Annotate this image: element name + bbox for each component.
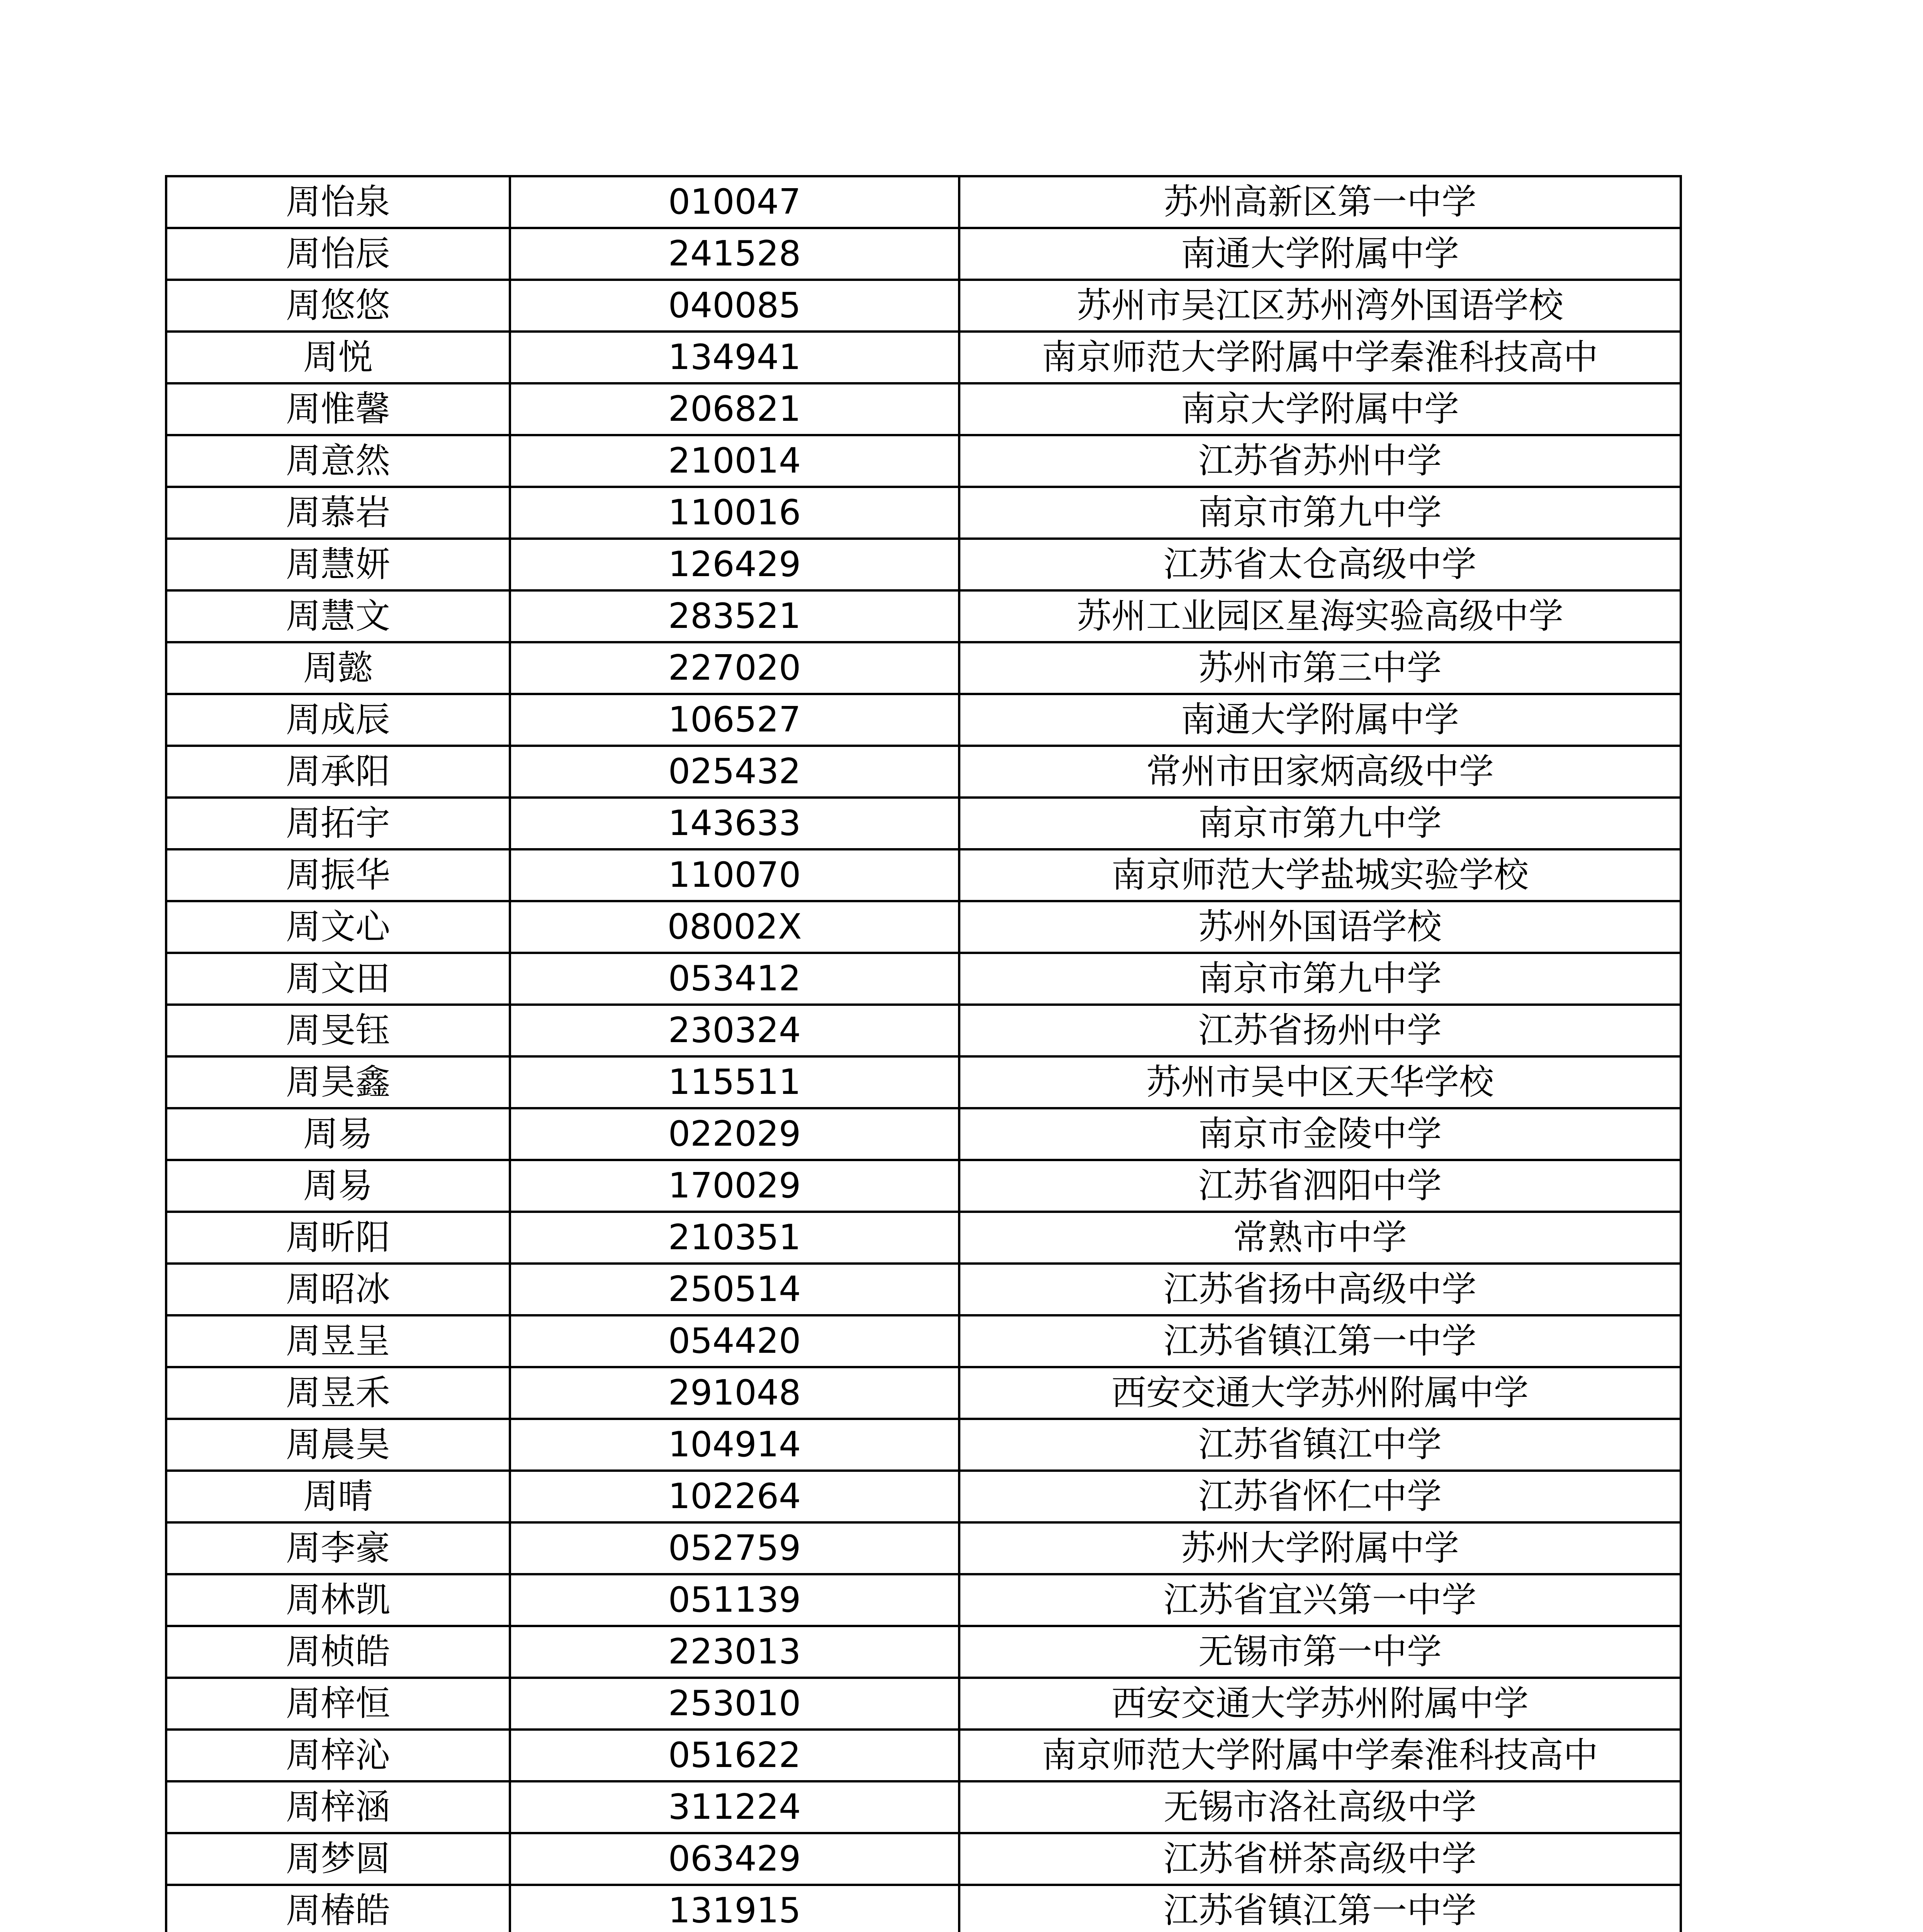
student-name-cell: 周旻钰 [166,1005,510,1056]
student-id-cell: 010047 [510,176,959,228]
school-name-cell: 江苏省太仓高级中学 [959,539,1681,590]
table-row [166,798,1681,849]
student-id-cell: 025432 [510,746,959,798]
school-name-cell: 江苏省镇江第一中学 [959,1885,1681,1932]
table-row [166,1885,1681,1932]
student-name-cell: 周晨昊 [166,1419,510,1471]
student-id-cell: 227020 [510,642,959,694]
school-name-cell: 无锡市洛社高级中学 [959,1781,1681,1833]
student-name-cell: 周梓恒 [166,1678,510,1730]
student-id-cell: 051139 [510,1574,959,1626]
school-name-cell: 西安交通大学苏州附属中学 [959,1678,1681,1730]
table-row [166,1730,1681,1781]
school-name-cell: 江苏省宜兴第一中学 [959,1574,1681,1626]
school-name-cell: 南京师范大学附属中学秦淮科技高中 [959,1730,1681,1781]
school-name-cell: 江苏省栟茶高级中学 [959,1833,1681,1885]
table-row [166,590,1681,642]
table-row [166,1833,1681,1885]
table-row [166,1574,1681,1626]
student-name-cell: 周梓沁 [166,1730,510,1781]
student-id-cell: 210014 [510,435,959,487]
student-id-cell: 230324 [510,1005,959,1056]
table-row [166,1212,1681,1264]
student-name-cell: 周怡辰 [166,228,510,280]
table-row [166,1419,1681,1471]
school-name-cell: 苏州市吴中区天华学校 [959,1056,1681,1108]
table-row [166,539,1681,590]
school-name-cell: 南京市金陵中学 [959,1108,1681,1160]
student-id-cell: 022029 [510,1108,959,1160]
school-name-cell: 江苏省镇江第一中学 [959,1315,1681,1367]
school-name-cell: 西安交通大学苏州附属中学 [959,1367,1681,1419]
school-name-cell: 苏州高新区第一中学 [959,176,1681,228]
student-name-cell: 周昭冰 [166,1264,510,1315]
student-id-cell: 052759 [510,1522,959,1574]
school-name-cell: 南京师范大学盐城实验学校 [959,849,1681,901]
table-row [166,1315,1681,1367]
table-row [166,1108,1681,1160]
table-row [166,1471,1681,1522]
school-name-cell: 江苏省苏州中学 [959,435,1681,487]
student-name-cell: 周文田 [166,953,510,1005]
school-name-cell: 江苏省怀仁中学 [959,1471,1681,1522]
student-id-cell: 053412 [510,953,959,1005]
student-id-cell: 110016 [510,487,959,539]
school-name-cell: 南京市第九中学 [959,798,1681,849]
student-id-cell: 054420 [510,1315,959,1367]
school-name-cell: 江苏省扬州中学 [959,1005,1681,1056]
student-id-cell: 106527 [510,694,959,746]
student-id-cell: 253010 [510,1678,959,1730]
student-name-cell: 周林凯 [166,1574,510,1626]
school-name-cell: 南通大学附属中学 [959,228,1681,280]
student-id-cell: 126429 [510,539,959,590]
student-name-cell: 周易 [166,1108,510,1160]
school-name-cell: 南京市第九中学 [959,953,1681,1005]
student-id-cell: 291048 [510,1367,959,1419]
school-name-cell: 苏州大学附属中学 [959,1522,1681,1574]
student-name-cell: 周拓宇 [166,798,510,849]
student-id-cell: 040085 [510,280,959,332]
table-row [166,694,1681,746]
student-id-cell: 283521 [510,590,959,642]
student-name-cell: 周昊鑫 [166,1056,510,1108]
table-row [166,1160,1681,1212]
table-row [166,1005,1681,1056]
student-table-body [166,176,1681,1932]
school-name-cell: 苏州市第三中学 [959,642,1681,694]
student-id-cell: 051622 [510,1730,959,1781]
student-id-cell: 102264 [510,1471,959,1522]
school-name-cell: 无锡市第一中学 [959,1626,1681,1678]
table-row [166,176,1681,228]
student-id-cell: 104914 [510,1419,959,1471]
table-row [166,228,1681,280]
table-row [166,487,1681,539]
school-name-cell: 南通大学附属中学 [959,694,1681,746]
table-row [166,1522,1681,1574]
student-name-cell: 周悠悠 [166,280,510,332]
table-row [166,1781,1681,1833]
student-id-cell: 134941 [510,332,959,383]
student-id-cell: 250514 [510,1264,959,1315]
table-row [166,1626,1681,1678]
table-row [166,849,1681,901]
table-row [166,1264,1681,1315]
table-row [166,901,1681,953]
school-name-cell: 苏州外国语学校 [959,901,1681,953]
student-id-cell: 311224 [510,1781,959,1833]
student-name-cell: 周桢皓 [166,1626,510,1678]
student-name-cell: 周悦 [166,332,510,383]
student-name-cell: 周成辰 [166,694,510,746]
school-name-cell: 江苏省泗阳中学 [959,1160,1681,1212]
student-id-cell: 110070 [510,849,959,901]
student-name-cell: 周椿皓 [166,1885,510,1932]
table-row [166,746,1681,798]
student-name-cell: 周慧文 [166,590,510,642]
student-name-cell: 周晴 [166,1471,510,1522]
school-name-cell: 南京市第九中学 [959,487,1681,539]
student-id-cell: 206821 [510,383,959,435]
table-row [166,435,1681,487]
table-row [166,1367,1681,1419]
student-id-cell: 241528 [510,228,959,280]
table-row [166,383,1681,435]
student-name-cell: 周昱禾 [166,1367,510,1419]
student-name-cell: 周慧妍 [166,539,510,590]
student-name-cell: 周意然 [166,435,510,487]
student-name-cell: 周怡泉 [166,176,510,228]
school-name-cell: 常州市田家炳高级中学 [959,746,1681,798]
student-id-cell: 131915 [510,1885,959,1932]
school-name-cell: 常熟市中学 [959,1212,1681,1264]
student-id-cell: 143633 [510,798,959,849]
student-name-cell: 周梓涵 [166,1781,510,1833]
school-name-cell: 江苏省扬中高级中学 [959,1264,1681,1315]
table-row [166,280,1681,332]
student-name-cell: 周振华 [166,849,510,901]
student-id-cell: 08002X [510,901,959,953]
student-id-cell: 210351 [510,1212,959,1264]
school-name-cell: 南京师范大学附属中学秦淮科技高中 [959,332,1681,383]
student-id-cell: 223013 [510,1626,959,1678]
student-id-cell: 170029 [510,1160,959,1212]
student-name-cell: 周文心 [166,901,510,953]
student-name-cell: 周惟馨 [166,383,510,435]
table-row [166,1056,1681,1108]
student-name-cell: 周易 [166,1160,510,1212]
student-id-cell: 115511 [510,1056,959,1108]
student-name-cell: 周慕岩 [166,487,510,539]
student-id-cell: 063429 [510,1833,959,1885]
student-name-cell: 周李豪 [166,1522,510,1574]
table-row [166,642,1681,694]
student-name-cell: 周昕阳 [166,1212,510,1264]
school-name-cell: 苏州市吴江区苏州湾外国语学校 [959,280,1681,332]
student-name-cell: 周承阳 [166,746,510,798]
table-row [166,953,1681,1005]
student-name-cell: 周昱呈 [166,1315,510,1367]
school-name-cell: 苏州工业园区星海实验高级中学 [959,590,1681,642]
table-row [166,332,1681,383]
school-name-cell: 南京大学附属中学 [959,383,1681,435]
student-name-cell: 周梦圆 [166,1833,510,1885]
table-row [166,1678,1681,1730]
student-table [165,175,1682,1932]
school-name-cell: 江苏省镇江中学 [959,1419,1681,1471]
student-name-cell: 周懿 [166,642,510,694]
